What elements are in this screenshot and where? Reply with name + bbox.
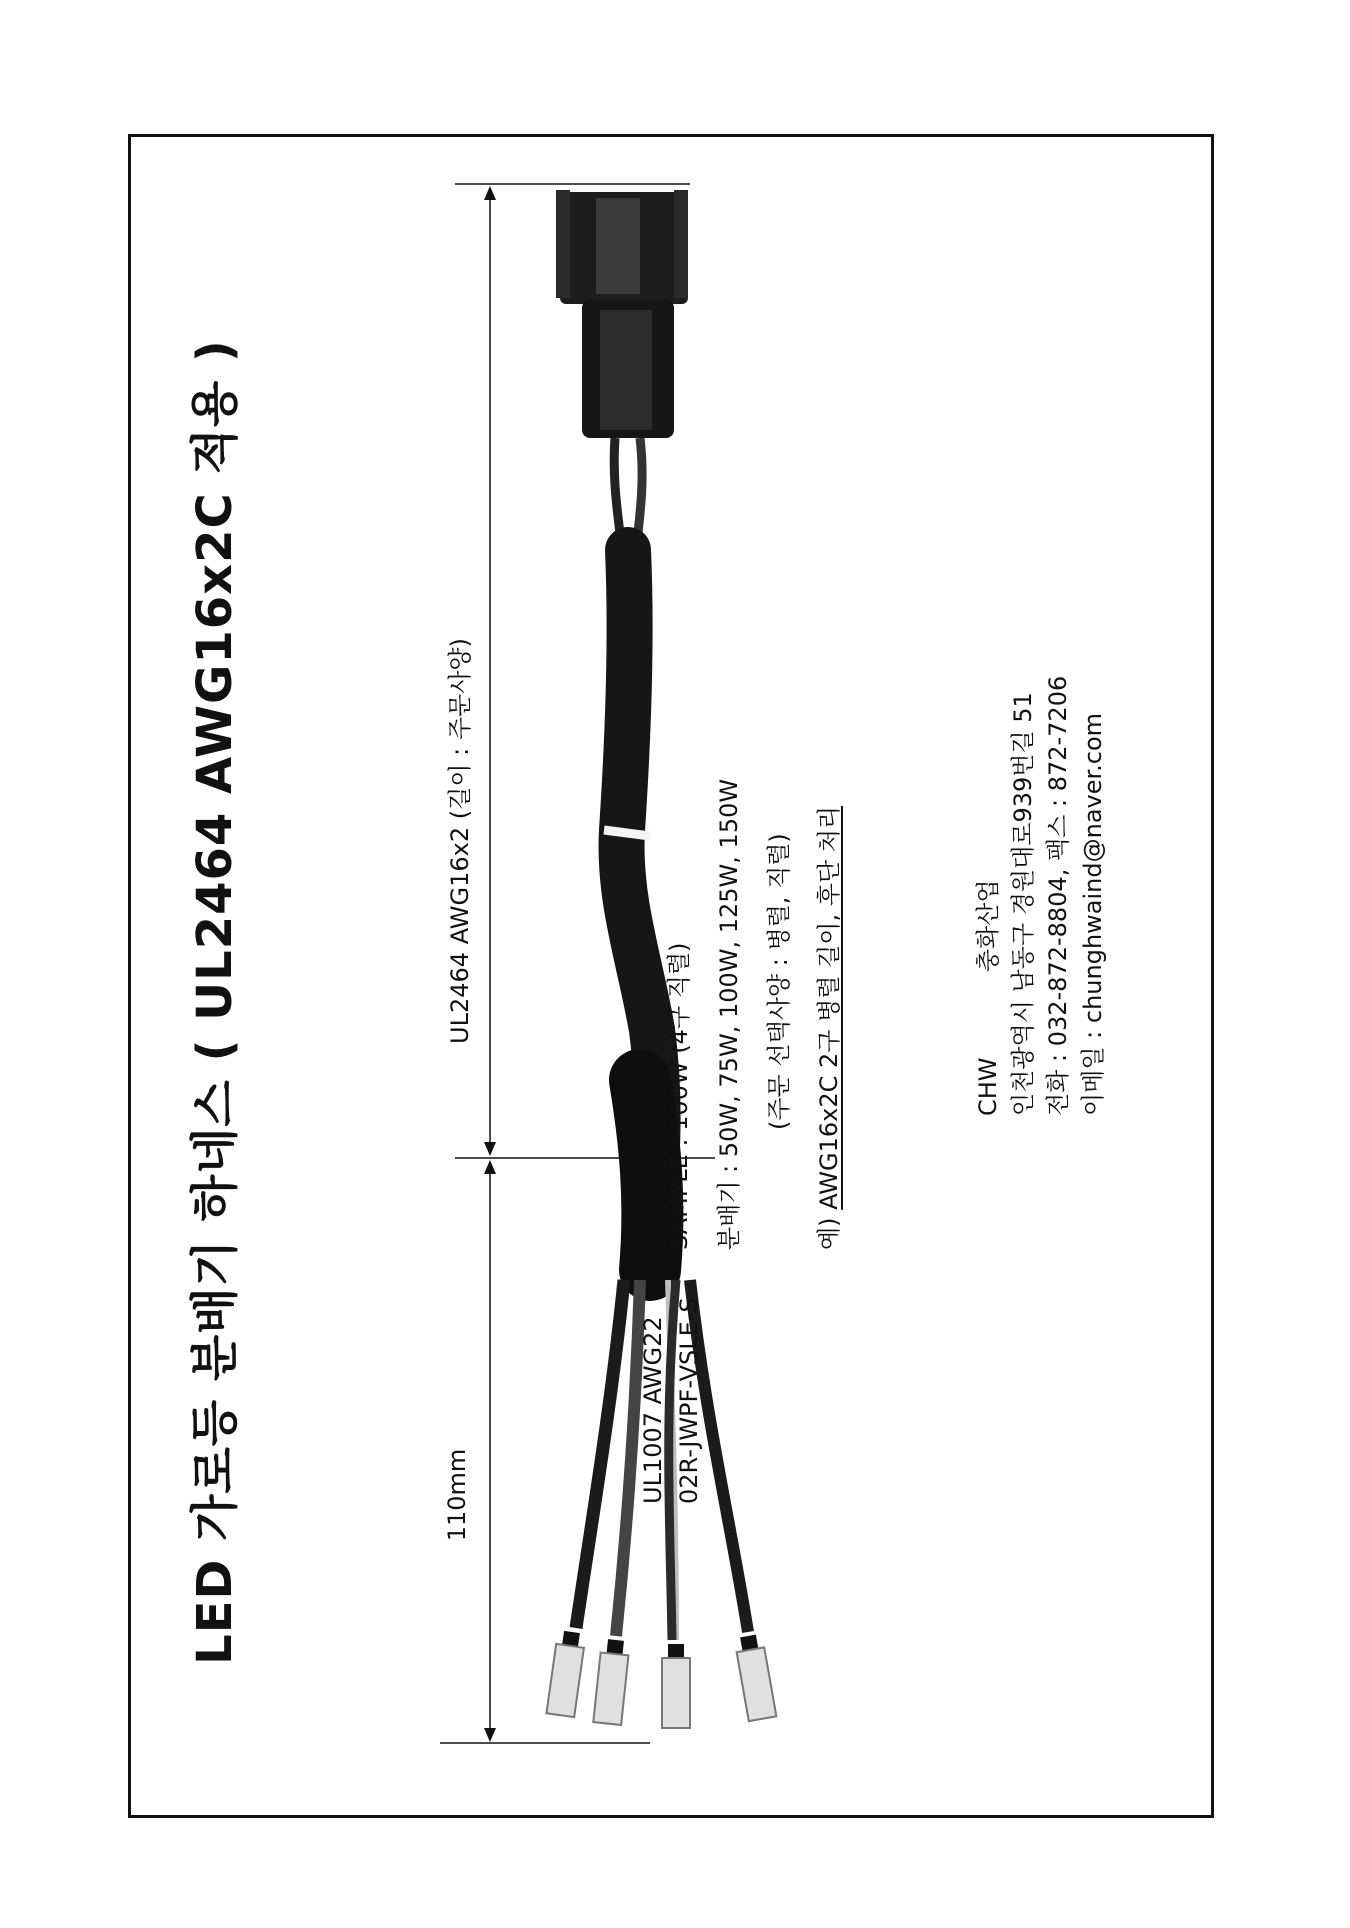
connector-housing (556, 190, 688, 438)
crimp-terminals (546, 1630, 776, 1728)
sample-line: SAMPLE : 100W (4구 직렬) (665, 942, 693, 1250)
example-prefix: 예) (815, 1217, 843, 1250)
company-info (971, 556, 1111, 1116)
company-address: 인천광역시 남동구 경원대로939번길 51 (1009, 692, 1037, 1116)
lead-length-label: 110mm (443, 1448, 471, 1542)
example-text: AWG16x2C 2구 병렬 길이, 후단 처리 (815, 805, 843, 1210)
cable-spec-label: UL2464 AWG16x2 (길이 : 주문사양) (446, 638, 474, 1044)
cable-marker-band (604, 830, 650, 836)
order-options: (주문 선택사양 : 병렬, 직렬) (765, 833, 793, 1130)
dimension-lead-length (484, 1160, 496, 1742)
company-email: 이메일 : chunghwaind@naver.com (1079, 712, 1107, 1116)
distributor-options: 분배기 : 50W, 75W, 100W, 125W, 150W (715, 778, 743, 1250)
company-phone: 전화 : 032-872-8804, 팩스 : 872-7206 (1044, 675, 1072, 1116)
example-line (804, 550, 854, 1250)
company-brand: CHW (974, 1057, 1002, 1116)
dimension-cable-length (484, 186, 496, 1156)
document-title: LED 가로등 분배기 하네스 ( UL2464 AWG16x2C 적용 ) (187, 339, 243, 1665)
lead-connector-part: 02R-JWPF-VSLE-S (675, 1297, 703, 1504)
lead-wire-type: UL1007 AWG22 (639, 1316, 667, 1504)
company-name: 충화산업 (974, 879, 1002, 973)
sample-info (654, 550, 854, 1250)
